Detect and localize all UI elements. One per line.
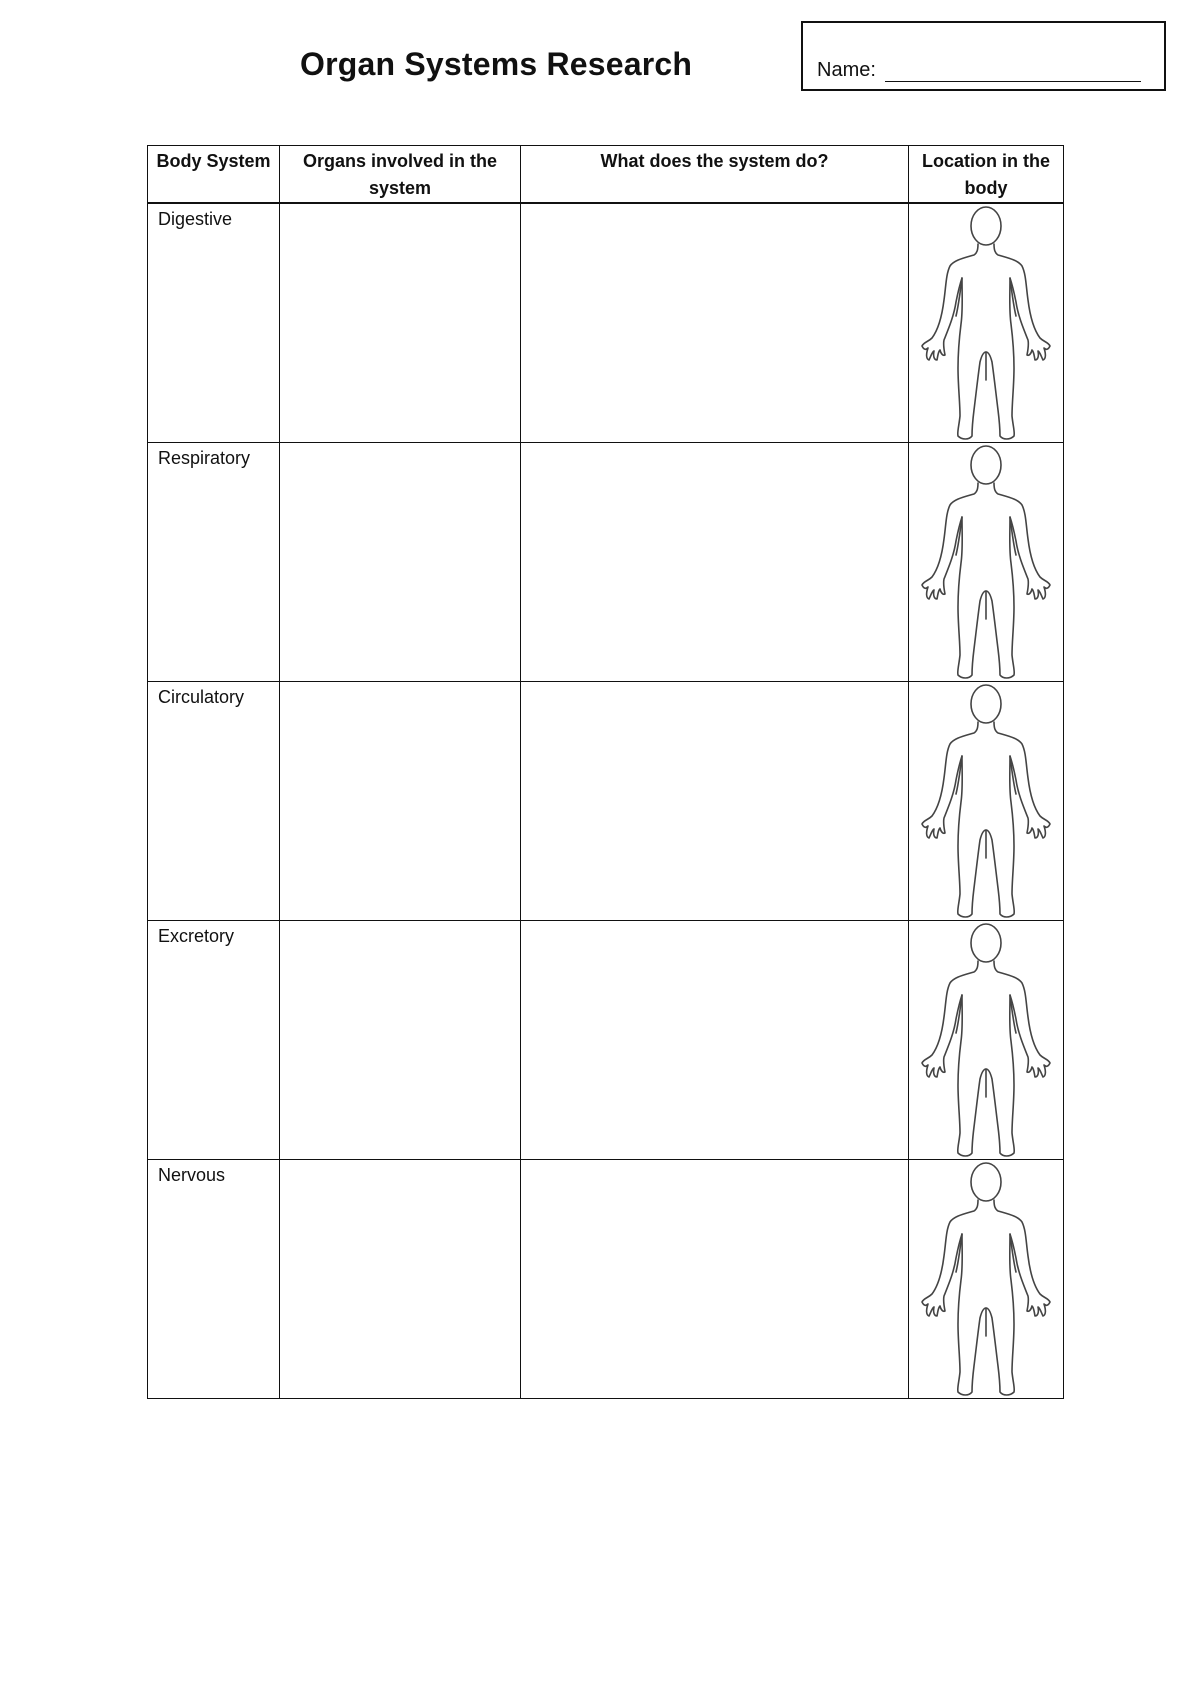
header-organs: Organs involved in the system <box>280 146 521 204</box>
function-cell-excretory[interactable] <box>521 921 909 1160</box>
function-cell-respiratory[interactable] <box>521 443 909 682</box>
system-name-nervous: Nervous <box>148 1160 280 1399</box>
name-input-line[interactable] <box>885 81 1141 82</box>
table-header-row <box>148 146 1064 204</box>
table-row <box>148 1160 1064 1399</box>
organs-cell-nervous[interactable] <box>280 1160 521 1399</box>
table-row <box>148 443 1064 682</box>
system-name-excretory: Excretory <box>148 921 280 1160</box>
table-row <box>148 682 1064 921</box>
function-cell-digestive[interactable] <box>521 203 909 443</box>
table-row <box>148 203 1064 443</box>
organs-cell-excretory[interactable] <box>280 921 521 1160</box>
header-body-system: Body System <box>148 146 280 204</box>
organs-cell-digestive[interactable] <box>280 203 521 443</box>
organs-cell-respiratory[interactable] <box>280 443 521 682</box>
table-row <box>148 921 1064 1160</box>
human-body-outline-icon <box>916 204 1056 442</box>
location-cell-digestive[interactable] <box>909 203 1064 443</box>
human-body-outline-icon <box>916 682 1056 920</box>
page-title: Organ Systems Research <box>300 46 693 82</box>
location-cell-circulatory[interactable] <box>909 682 1064 921</box>
system-name-respiratory: Respiratory <box>148 443 280 682</box>
function-cell-nervous[interactable] <box>521 1160 909 1399</box>
system-name-digestive: Digestive <box>148 203 280 443</box>
header-location: Location in the body <box>909 146 1064 204</box>
header-function: What does the system do? <box>521 146 909 204</box>
system-name-circulatory: Circulatory <box>148 682 280 921</box>
location-cell-excretory[interactable] <box>909 921 1064 1160</box>
name-box <box>801 21 1166 91</box>
human-body-outline-icon <box>916 1160 1056 1398</box>
human-body-outline-icon <box>916 443 1056 681</box>
organ-systems-table <box>147 145 1064 1399</box>
organs-cell-circulatory[interactable] <box>280 682 521 921</box>
location-cell-nervous[interactable] <box>909 1160 1064 1399</box>
name-label: Name: <box>817 59 876 81</box>
function-cell-circulatory[interactable] <box>521 682 909 921</box>
location-cell-respiratory[interactable] <box>909 443 1064 682</box>
human-body-outline-icon <box>916 921 1056 1159</box>
